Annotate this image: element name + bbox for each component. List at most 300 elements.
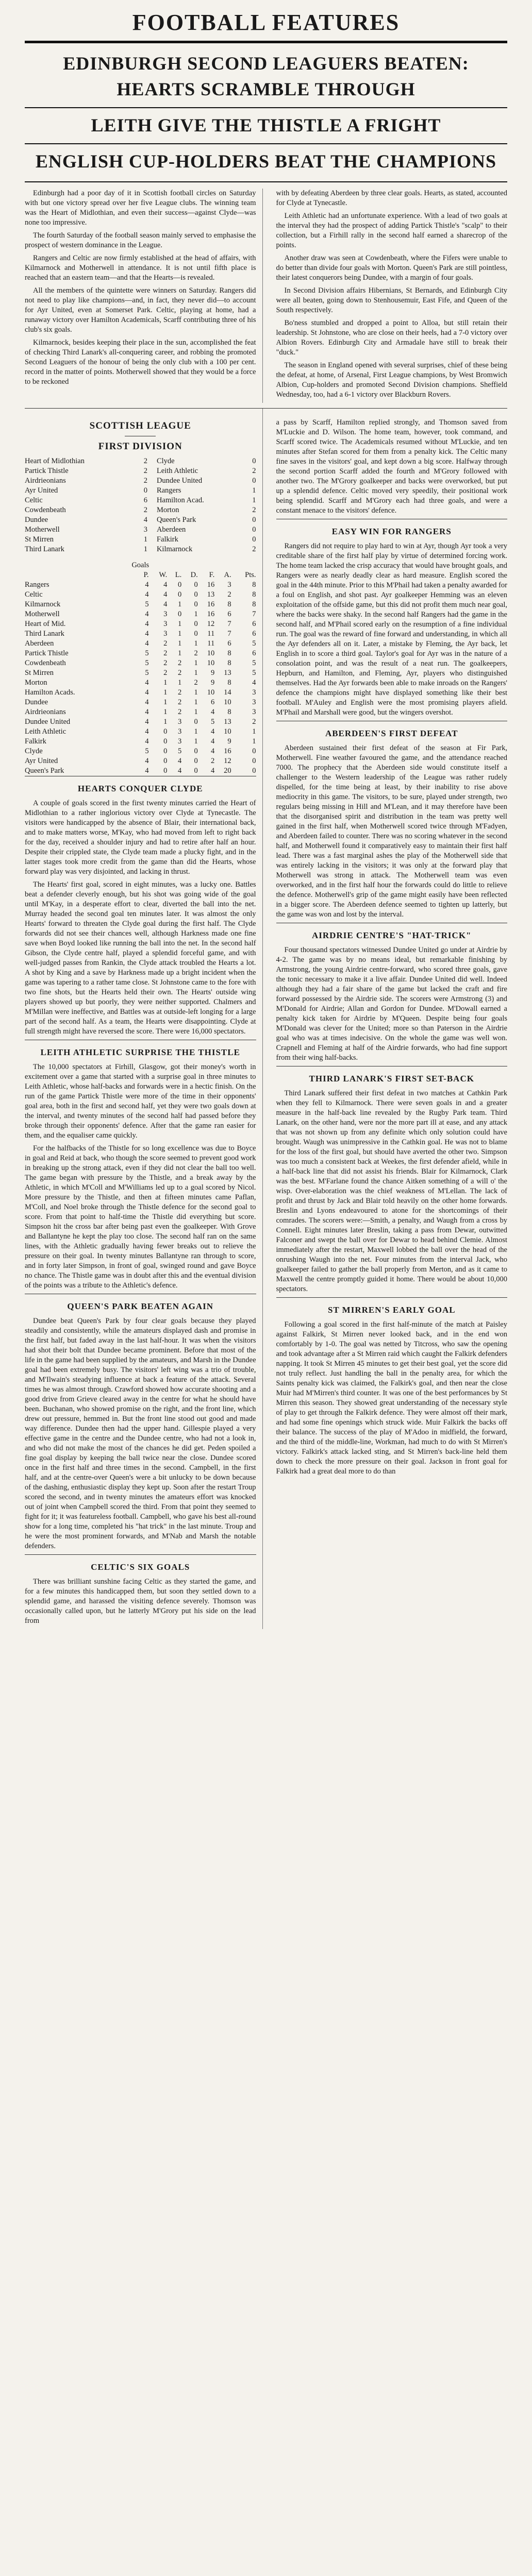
division-title: FIRST DIVISION — [98, 441, 182, 452]
table-row — [25, 580, 256, 590]
table-cell: 1 — [194, 669, 198, 677]
team-name: Dundee United — [25, 718, 71, 726]
table-cell: 4 — [145, 767, 149, 775]
section-title: AIRDRIE CENTRE'S "HAT-TRICK" — [312, 930, 472, 940]
result-row — [25, 545, 256, 554]
article-paragraph: For the halfbacks of the Thistle for so long excellence was due to Boyce in goal and Reid at back, who though the score seemed to prevent good work in breaking up the strong attack, even if they did not clear the ball too well. The game began with pressure by the Thistle, and a break away by the Athletic, in which M'Coll and M'Williams led up to a goal scored by Nicol. More pressure by the Thistle, and then at fifteen minutes came Paflan, M'Coll, and Noel broke through the Thistle defence for the second goal to score. From that point to half-time the Thistle did everything but score. Simpson hit the cross bar after being past even the goalkeeper. With Grove and Ballantyne he kept the play too close. The second half ran on the same lines, with the Athletic gradually having fewer breaks out to relieve the pressure on their goal. In twenty minutes Ballantyne ran through to score, and in forty later Simpson, in front of goal, swinged round and gave Boyce no chance. The Thistle game was in doubt after this and the eventual division of the points was a tribute to the Athletic's defence. — [25, 1144, 256, 1290]
table-cell: 11 — [207, 639, 215, 648]
table-cell: 6 — [227, 610, 231, 618]
home-team: Dundee — [25, 516, 48, 524]
team-name: Airdrieonians — [25, 708, 66, 716]
table-cell: 2 — [227, 590, 231, 599]
team-name: Motherwell — [25, 610, 60, 618]
result-row — [25, 466, 256, 476]
table-cell: 4 — [145, 610, 149, 618]
home-score: 1 — [143, 535, 147, 544]
table-cell: 4 — [145, 718, 149, 726]
section-title: EASY WIN FOR RANGERS — [331, 527, 452, 536]
home-score: 1 — [143, 545, 147, 553]
table-row — [25, 639, 256, 649]
table-cell: 4 — [145, 590, 149, 599]
table-cell: 16 — [207, 600, 215, 608]
headline-2: LEITH GIVE THE THISTLE A FRIGHT — [91, 115, 441, 135]
table-cell: 8 — [252, 600, 256, 608]
home-team: Motherwell — [25, 526, 60, 534]
table-cell: 7 — [227, 620, 231, 628]
headline-1: EDINBURGH SECOND LEAGUERS BEATEN: HEARTS SCRAMBLE THROUGH — [63, 53, 469, 99]
intro-paragraph: The season in England opened with several surprises, chief of these being the defeat, at home, of Arsenal, First League champions, by West Bromwich Albion, Cup-holders and promoted Second Division champions. Sheffield Wednesday, too, had a 6-1 victory over Blackburn Rovers. — [276, 361, 507, 399]
table-cell: 0 — [194, 757, 198, 765]
home-team: Heart of Midlothian — [25, 457, 85, 465]
table-row — [25, 609, 256, 619]
away-team: Rangers — [156, 486, 181, 495]
away-score: 0 — [252, 526, 256, 534]
section-title: THIRD LANARK'S FIRST SET-BACK — [309, 1074, 474, 1083]
away-score: 2 — [252, 545, 256, 553]
table-cell: 1 — [163, 679, 168, 687]
home-team: Third Lanark — [25, 545, 64, 553]
table-cell: 3 — [252, 698, 256, 706]
away-score: 0 — [252, 535, 256, 544]
table-row — [25, 629, 256, 639]
table-cell: 3 — [163, 620, 168, 628]
table-cell: 0 — [194, 767, 198, 775]
table-row — [25, 766, 256, 776]
away-score: 1 — [252, 486, 256, 495]
spacer — [147, 525, 157, 535]
table-cell: 5 — [210, 718, 215, 726]
team-name: Dundee — [25, 698, 48, 706]
article-paragraph: The Hearts' first goal, scored in eight minutes, was a lucky one. Battles beat a defender cleverly enough, but his shot was going wide of the goal until M'Kay, in a desperate effort to clear, diverted the ball into the net. Murray headed the second goal ten minutes later. It was almost the only Hearts' forward to threaten the Clyde goal during the first half. The Clyde forwards did not see their chances well, although Harkness made one fine save when Boyd looked like running the ball into the net. In the second half Gibson, the Clyde centre half, played a splendid forceful game, and with well-judged passes from Rankin, the Clyde attack troubled the Hearts a lot. A shot by King and a save by Harkness made up a bright incident when the game was tapering to a rather tame close. St Johnstone came to the fore with two fine shots, but the Hearts held their own. The Hearts' outside wing players showed up but poorly, they were neither supported. Chalmers and M'Millan were ineffective, and Battles was at outside-left longing for a large part of the second half. As a team, the Hearts were disappointing. Clyde at full strength might have reversed the score. There were 16,000 spectators. — [25, 880, 256, 1036]
table-cell: 6 — [252, 620, 256, 628]
title-rule — [25, 41, 507, 43]
table-header-cell: D. — [190, 571, 198, 579]
intro-paragraph: Another draw was seen at Cowdenbeath, where the Fifers were unable to do better than divide four goals with Morton. Queen's Park are still pointless, their latest conquerors being Dundee, with a margin of four goals. — [276, 254, 507, 282]
table-cell: 7 — [227, 630, 231, 638]
article-paragraph: Four thousand spectators witnessed Dundee United go under at Airdrie by 4-2. The game was by no means ideal, but remarkable finishing by Armstrong, the young Airdrie centre-forward, who scored three goals, gave the tonic necessary to make it a live affair. Dundee United did well. Indeed although they had a fair share of the game but lacked the craft and fire forward possessed by the Airdrie side. The scorers were Armstrong (3) and M'Donald for Airdrie; Allan and Gordon for Dundee. M'Dowall earned a penalty kick taken for Airdrie by M'Queen. Despite being four goals M'Donald was clever for the United; more so than Paterson in the Airdrie goal who was at times indecisive. On the whole the game was well won. Crapnell and Fleming at half of the Airdrie forwards, who had fine support from their wing half-backs. — [276, 946, 507, 1062]
table-cell: 1 — [163, 718, 168, 726]
table-row — [25, 737, 256, 747]
table-cell: 1 — [177, 679, 182, 687]
home-score: 3 — [143, 526, 147, 534]
article-paragraph: Following a goal scored in the first half-minute of the match at Paisley against Falkirk, St Mirren never looked back, and in the end won comfortably by 1-0. The goal was netted by Titcross, who saw the opening and took advantage after a St Mirren raid which caught the Falkirk defenders napping. It took St Mirren 45 minutes to get their best goal, yet the score did not truly reflect. Just handling the ball in the penalty area, for which the Saints penalty kick was claimed, the Falkirk's goal, and then near the close Muir had M'Mirren's third counter. It was one of the best performances by St Mirren this season. They showed great understanding of the necessary style of play to get through the Falkirk defence. They were almost off their mark, and had some fine openings which struck wide. Muir Falkirk the backs off their balance. The success of the play of M'Adoo in midfield, the forward, and the third of the middle-line, Workman, had much to do with St Mirren's victory. Falkirk's attack lacked sting, and St Mirren's back-line held them down to check the more pressure on their goal. Jackson in front goal for Falkirk had a great deal more to do than — [276, 1320, 507, 1476]
table-cell: 5 — [145, 649, 149, 657]
home-score: 2 — [143, 477, 147, 485]
table-cell: 2 — [163, 639, 168, 648]
table-cell: 20 — [224, 767, 231, 775]
table-cell: 4 — [145, 727, 149, 736]
home-team: Cowdenbeath — [25, 506, 66, 514]
table-cell: 2 — [177, 708, 182, 716]
table-cell: 13 — [224, 669, 231, 677]
intro-paragraph: with by defeating Aberdeen by three clear goals. Hearts, as stated, accounted for Clyde at Tynecastle. — [276, 189, 507, 207]
table-cell: 4 — [145, 688, 149, 697]
team-name: Cowdenbeath — [25, 659, 66, 667]
table-cell: 1 — [177, 639, 182, 648]
table-cell: 13 — [207, 590, 215, 599]
table-header-cell: W. — [159, 571, 168, 579]
intro-paragraph: Edinburgh had a poor day of it in Scottish football circles on Saturday with but one victory spread over her five League clubs. The winning team was the Heart of Midlothian, and even their success—against Clyde—was none too impressive. — [25, 189, 256, 227]
section-title: LEITH ATHLETIC SURPRISE THE THISTLE — [40, 1047, 240, 1057]
spacer — [147, 496, 157, 505]
league-table — [25, 570, 256, 776]
away-team: Hamilton Acad. — [156, 496, 204, 504]
home-team: Partick Thistle — [25, 467, 69, 475]
table-row — [25, 727, 256, 737]
team-name: Aberdeen — [25, 639, 54, 648]
table-cell: 8 — [227, 708, 231, 716]
away-team: Morton — [156, 506, 179, 514]
table-cell: 0 — [194, 747, 198, 755]
table-cell: 0 — [194, 581, 198, 589]
table-cell: 5 — [252, 669, 256, 677]
home-score: 2 — [143, 467, 147, 475]
table-cell: 8 — [252, 590, 256, 599]
table-cell: 4 — [145, 757, 149, 765]
table-cell: 3 — [163, 610, 168, 618]
table-cell: 6 — [252, 630, 256, 638]
team-name: Celtic — [25, 590, 43, 599]
table-cell: 8 — [227, 659, 231, 667]
table-row — [25, 668, 256, 678]
away-team: Kilmarnock — [156, 545, 193, 553]
table-cell: 0 — [177, 610, 182, 618]
table-cell: 3 — [177, 718, 182, 726]
spacer — [147, 466, 157, 476]
away-team: Queen's Park — [156, 516, 196, 524]
table-cell: 2 — [163, 659, 168, 667]
table-row — [25, 747, 256, 756]
result-row — [25, 515, 256, 525]
spacer — [147, 476, 157, 486]
team-name: St Mirren — [25, 669, 54, 677]
table-cell: 10 — [207, 659, 215, 667]
intro-paragraph: The fourth Saturday of the football season mainly served to emphasise the prospect of western dominance in the League. — [25, 231, 256, 249]
table-cell: 5 — [252, 639, 256, 648]
table-cell: 2 — [177, 688, 182, 697]
intro-paragraph: Rangers and Celtic are now firmly established at the head of affairs, with Kilmarnock and Motherwell in attendance. It is not until fifth place is reached that an eastern team—and that the Hearts—is revealed. — [25, 254, 256, 282]
team-name: Heart of Mid. — [25, 620, 66, 628]
home-team: Celtic — [25, 496, 43, 504]
table-header-cell: F. — [209, 571, 215, 579]
result-row — [25, 525, 256, 535]
table-row — [25, 600, 256, 609]
table-cell: 0 — [194, 718, 198, 726]
section-title: ABERDEEN'S FIRST DEFEAT — [325, 728, 458, 738]
home-score: 4 — [143, 516, 147, 524]
table-cell: 4 — [177, 767, 182, 775]
spacer — [147, 486, 157, 496]
results-table — [25, 456, 256, 554]
table-cell: 4 — [210, 737, 215, 745]
table-cell: 16 — [207, 581, 215, 589]
table-cell: 4 — [145, 679, 149, 687]
table-cell: 10 — [207, 688, 215, 697]
table-cell: 12 — [207, 620, 215, 628]
team-name: Ayr United — [25, 757, 58, 765]
table-cell: 3 — [177, 727, 182, 736]
article-paragraph: A couple of goals scored in the first twenty minutes carried the Heart of Midlothian to a rather inglorious victory over Clyde at Tynecastle. The visitors were handicapped by the absence of Blair, their international back, and to make matters worse, M'Kay, who had moved from left to right back for the day, received a shoulder injury and had to retire after half an hour. Despite their crippled state, the Clyde team made a plucky fight, and in the latter stages took more credit from the game than did the Hearts, whose forward play was very disjointed, and lacking in thrust. — [25, 799, 256, 876]
table-header-cell: A. — [224, 571, 231, 579]
table-cell: 2 — [252, 718, 256, 726]
article-paragraph: Dundee beat Queen's Park by four clear goals because they played steadily and consistently, while the amateurs displayed dash and promise in the first half, but faded away in the last half-hour. It was when the visitors had shot their bolt that Dundee became prominent. Before that most of the life in the game had been supplied by the amateurs, and Marsh in the Dundee goal had been extremely busy. The visitors' left wing was a trio of trouble, and M'Ilwain's steadying influence at back a feature of the attack. Several times he was almost through. Crawford showed how accurate shooting and a good drive from Grieve cleared away in the centre for what he should have been. Buchanan, who showed promise on the right, and the front line, which drew out pressure, hemmed in. But the front line stood out good and made way difference. Dundee then had the upper hand. Gillespie played a very effective game in the centre and the Dundee centre, who had not a look in, and who did not make the most of the chances he did get. Peden spoiled a fine goal display by keeping the ball twice near the close. Dundee scored once in the first half and three times in the second. Campbell, in the first half, and at the centre-over Queen's were a bit unlucky to be down because of the dashing, enthusiastic display they kept up. Soon after the restart Troup scored the second, and in twenty minutes the amateurs effort was knocked out of joint when Campbell scored the third. From that point they seemed to fight for it; it was featureless football. Campbell, who gave his best all-round show for a long time, completed his "hat trick" in the last minute. Troup and he were the most prominent forwards, and M'Nab and Marsh the notable defenders. — [25, 1317, 256, 1550]
table-cell: 0 — [163, 757, 168, 765]
headline-rule-2 — [25, 143, 507, 144]
table-cell: 4 — [145, 620, 149, 628]
home-team: Ayr United — [25, 486, 58, 495]
table-cell: 1 — [177, 620, 182, 628]
table-cell: 3 — [163, 630, 168, 638]
article-paragraph: Third Lanark suffered their first defeat in two matches at Cathkin Park when they fell to Kilmarnock. There were seven goals in and a greater measure in the half-back line revealed by the Rugby Park team. Third Lanark, on the other hand, were nor the more part ill at ease, and any attack that was not shown up from any definite which only solution could have brought. Waugh was unimpressive in the Cathkin goal. He was not to blame for the loss of the first goal, but should have averted the other two. Simpson was too much a consistent back at Weekes, the first defender afield, while in a half-back line that did not assist his friends. Blair for Kilmarnock, Clark was the best. M'Farlane found the chance Aitken something of a will o' the wisp. Over-elaboration was the chief weakness of M'Lellan. The lack of profit and thrust by Jack and Blair told heavily on the other home forwards. Breslin and Lyons endeavoured to atone for the shortcomings of their comrades. The scorers were:—Smith, a penalty, and Waugh from a cross by Connell. Eight minutes later Breslin, taking a pass from Dewar, outwitted Falconer and swept the ball over for Dewar to head behind Clemie. Almost immediately after the restart, Maxwell lobbed the ball over the head of the onrushing Waugh into the net. Four minutes from the interval Jack, who goalkeeper failed to gather the ball properly from Merton, and as it came to Maxwell the centre promptly guided it home. There would be about 10,000 spectators. — [276, 1089, 507, 1293]
article-paragraph: Rangers did not require to play hard to win at Ayr, though Ayr took a very creditable share of the first half play by virtue of determined forcing work. The home team lacked the crisp accuracy that would have brought goals, and Rangers were as nearly deadly clear as hard measure. English scored the goal in the 44th minute. Prior to this M'Phail had taken a penalty awarded for a foul on English, and shot past. Ayr goalkeeper Hemming was an eleven exploitation of the offside game, but this did not profit them much near goal, where the backs were shaky. In the second half Rangers had the game in the second half, and M'Phail scored early on the resumption of a fine individual run. The goal was the reward of fine forward and understanding, in which all the Ayr defenders all on it. Later, a mistake by Fleming, the Ayr back, let English in to score a third goal. Taylor's goal for Ayr was in the nature of a consolation point, and was the result of a neat run. The goalkeepers, Hepburn, and Hamilton, and Fleming, Ayr, players who distinguished themselves. Had the Ayr forwards been able to make inroads on the Rangers' defence the champions might have displayed something like their best football. M'Auley and English were the most promising players afield. M'Phail and Marshall were good, but the wingers overshot. — [276, 542, 507, 717]
team-name: Morton — [25, 679, 47, 687]
table-cell: 1 — [194, 610, 198, 618]
table-row — [25, 756, 256, 766]
table-cell: 4 — [163, 600, 168, 608]
table-header-cell — [25, 570, 137, 580]
table-cell: 10 — [224, 727, 231, 736]
table-cell: 4 — [163, 590, 168, 599]
spacer — [147, 515, 157, 525]
table-cell: 2 — [177, 659, 182, 667]
intro-columns — [25, 189, 507, 403]
intro-paragraph: Bo'ness stumbled and dropped a point to Alloa, but still retain their leadership. St Johnstone, who are close on their heels, had a 7-0 victory over Albion Rovers. Edinburgh City and Armadale have still to break their "duck." — [276, 319, 507, 357]
intro-left-column — [25, 189, 263, 403]
table-cell: 13 — [224, 718, 231, 726]
table-cell: 1 — [194, 688, 198, 697]
home-score: 2 — [143, 506, 147, 514]
table-row — [25, 678, 256, 688]
home-score: 6 — [143, 496, 147, 504]
table-cell: 8 — [227, 649, 231, 657]
table-cell: 16 — [207, 610, 215, 618]
table-row — [25, 590, 256, 600]
table-cell: 10 — [224, 698, 231, 706]
away-score: 0 — [252, 477, 256, 485]
away-score: 0 — [252, 516, 256, 524]
article-paragraph: a pass by Scarff, Hamilton replied strongly, and Thomson saved from M'Luckie and D. Wilson. The home team, however, took command, and Scarff scored twice. The Academicals resumed without M'Luckie, and ten minutes after Stefan scored for them from a penalty kick. The Celtic many fine saves in the visitors' goal, and kept down a big score. Halfway through the second portion Scarff added the fourth and M'Grory followed with another two. The M'Grory goalkeeper and backs were overworked, but put up a splendid defence. Celtic moved very speedily, their positional work being splendid. Scarff and M'Grory each had three goals, and were a constant menace to the visitors' defence. — [276, 418, 507, 515]
result-row — [25, 456, 256, 466]
article-paragraph: The 10,000 spectators at Firhill, Glasgow, got their money's worth in excitement over a game that started with a surprise goal in three minutes to Leith Athletic, whose half-backs and forwards were in a hectic finish. On the run of the game Partick Thistle were more of the time in their opponents' goal area, both in the first and second half, yet they were two goals down at the interval, and twenty minutes of the second half had passed before they broke through their opponents' defence. After that the game ran easier for them, and the equaliser came quickly. — [25, 1063, 256, 1140]
table-cell: 5 — [145, 600, 149, 608]
table-cell: 0 — [194, 590, 198, 599]
newspaper-page — [0, 9, 532, 2576]
team-name: Third Lanark — [25, 630, 64, 638]
table-cell: 1 — [194, 659, 198, 667]
table-cell: 4 — [177, 757, 182, 765]
goals-label: Goals — [131, 561, 149, 569]
table-cell: 2 — [177, 698, 182, 706]
spacer — [147, 545, 157, 554]
away-score: 2 — [252, 506, 256, 514]
table-cell: 3 — [177, 737, 182, 745]
headline-rule-3 — [25, 181, 507, 182]
table-cell: 0 — [194, 620, 198, 628]
article-paragraph: Aberdeen sustained their first defeat of the season at Fir Park, Motherwell. Fine weather favoured the game, and the attendance reached 7000. The prophecy that the Aberdeen side would constitute itself a challenger to the Western leadership of the League was rather rudely dispelled, for the time being at least, by their inability to rise above mediocrity in this game. The visitors, to be sure, played under strength, two regulars being missing in Hill and M'Lean, and it may therefore have been that the disorganised spirit and distribution in the team was pretty well gained in the first half, when Motherwell scored twice through M'Fadyen, and Aberdeen failed to counter. There was no scoring whatever in the second half, and Motherwell found it comparatively easy to maintain their first half lead. There was a fast marginal ashes the play of the Motherwell side that was entirely lacking in the visitors; it was only at the forward play that Motherwell was strong in attack. The Motherwell team was even overworked, and in the first half hour the forwards could do little to relieve the defence. Motherwell's grip of the game might easily have been reflected in a bigger score. The Aberdeen defence seemed to tighten up latterly, but the game was won and lost by the interval. — [276, 744, 507, 919]
home-team: St Mirren — [25, 535, 54, 544]
table-cell: 10 — [207, 649, 215, 657]
table-cell: 8 — [252, 581, 256, 589]
table-cell: 1 — [163, 688, 168, 697]
table-cell: 4 — [210, 708, 215, 716]
table-cell: 4 — [145, 737, 149, 745]
headline-3: ENGLISH CUP-HOLDERS BEAT THE CHAMPIONS — [35, 151, 497, 172]
table-cell: 2 — [177, 669, 182, 677]
table-cell: 4 — [252, 679, 256, 687]
table-cell: 4 — [145, 698, 149, 706]
table-cell: 1 — [163, 708, 168, 716]
table-cell: 1 — [252, 727, 256, 736]
table-row — [25, 717, 256, 727]
table-cell: 9 — [210, 679, 215, 687]
table-cell: 6 — [252, 649, 256, 657]
page-title: FOOTBALL FEATURES — [132, 10, 400, 35]
table-cell: 6 — [227, 639, 231, 648]
table-cell: 4 — [145, 708, 149, 716]
table-cell: 5 — [145, 669, 149, 677]
spacer — [147, 456, 157, 466]
table-header-cell: Pts. — [245, 571, 256, 579]
away-team: Leith Athletic — [156, 467, 198, 475]
table-cell: 16 — [224, 747, 231, 755]
table-cell: 0 — [163, 737, 168, 745]
table-cell: 7 — [252, 610, 256, 618]
main-columns — [25, 409, 507, 1629]
table-cell: 1 — [177, 600, 182, 608]
table-cell: 4 — [145, 639, 149, 648]
team-name: Clyde — [25, 747, 43, 755]
result-row — [25, 505, 256, 515]
table-cell: 1 — [252, 737, 256, 745]
table-cell: 1 — [163, 698, 168, 706]
away-team: Clyde — [156, 457, 175, 465]
table-cell: 0 — [194, 600, 198, 608]
table-cell: 5 — [145, 659, 149, 667]
team-name: Leith Athletic — [25, 727, 66, 736]
table-cell: 8 — [227, 600, 231, 608]
table-cell: 1 — [194, 737, 198, 745]
away-score: 2 — [252, 467, 256, 475]
team-name: Partick Thistle — [25, 649, 69, 657]
home-score: 2 — [143, 457, 147, 465]
table-cell: 1 — [194, 708, 198, 716]
table-cell: 6 — [210, 698, 215, 706]
table-cell: 0 — [177, 590, 182, 599]
table-cell: 5 — [177, 747, 182, 755]
table-cell: 2 — [210, 757, 215, 765]
section-title: CELTIC'S SIX GOALS — [91, 1562, 190, 1572]
table-cell: 4 — [210, 747, 215, 755]
table-cell: 9 — [227, 737, 231, 745]
table-row — [25, 619, 256, 629]
table-cell: 1 — [194, 698, 198, 706]
table-cell: 0 — [252, 767, 256, 775]
table-cell: 3 — [252, 688, 256, 697]
result-row — [25, 476, 256, 486]
table-cell: 1 — [194, 639, 198, 648]
home-team: Airdrieonians — [25, 477, 66, 485]
away-team: Dundee United — [156, 477, 203, 485]
table-cell: 4 — [210, 767, 215, 775]
table-row — [25, 649, 256, 658]
table-cell: 0 — [163, 727, 168, 736]
table-header-cell: L. — [175, 571, 182, 579]
away-score: 0 — [252, 457, 256, 465]
league-title: SCOTTISH LEAGUE — [89, 420, 191, 431]
table-cell: 4 — [163, 581, 168, 589]
result-row — [25, 486, 256, 496]
table-cell: 1 — [177, 649, 182, 657]
table-cell: 5 — [252, 659, 256, 667]
intro-paragraph: Kilmarnock, besides keeping their place in the sun, accomplished the feat of checking Third Lanark's all-conquering career, and robbing the promoted Second Leaguers of the honour of being the only club with a 100 per cent. record in the matter of points. Motherwell showed that they would be a force to be reckoned — [25, 338, 256, 386]
table-cell: 4 — [145, 630, 149, 638]
team-name: Queen's Park — [25, 767, 64, 775]
right-column — [276, 409, 508, 1629]
result-row — [25, 496, 256, 505]
table-cell: 0 — [163, 747, 168, 755]
article-paragraph: There was brilliant sunshine facing Celtic as they started the game, and for a few minutes this handicapped them, but soon they settled down to a splendid game, and harassed the visiting defence severely. Thomson was occasionally called upon, but he latterly M'Grory put his side on the lead from — [25, 1578, 256, 1625]
table-cell: 11 — [207, 630, 215, 638]
table-cell: 0 — [163, 767, 168, 775]
intro-right-column — [276, 189, 508, 403]
table-cell: 8 — [227, 679, 231, 687]
table-cell: 14 — [224, 688, 231, 697]
intro-paragraph: Leith Athletic had an unfortunate experience. With a lead of two goals at the interval they had the prospect of adding Partick Thistle's "scalp" to their collection, but a Firhill rally in the second half earned a sharecrop of the points. — [276, 212, 507, 249]
table-cell: 2 — [163, 669, 168, 677]
table-row — [25, 707, 256, 717]
team-name: Falkirk — [25, 737, 46, 745]
table-cell: 4 — [145, 581, 149, 589]
table-cell: 3 — [252, 708, 256, 716]
table-cell: 2 — [194, 649, 198, 657]
intro-paragraph: In Second Division affairs Hibernians, St Bernards, and Edinburgh City were all beaten, going down to Stenhousemuir, East Fife, and Queen of the South respectively. — [276, 286, 507, 314]
section-title: QUEEN'S PARK BEATEN AGAIN — [67, 1301, 214, 1311]
away-team: Falkirk — [156, 535, 178, 544]
left-column — [25, 409, 263, 1629]
team-name: Rangers — [25, 581, 49, 589]
table-cell: 2 — [163, 649, 168, 657]
home-score: 0 — [143, 486, 147, 495]
table-cell: 12 — [224, 757, 231, 765]
section-rule — [25, 1554, 256, 1555]
team-name: Kilmarnock — [25, 600, 61, 608]
table-cell: 0 — [194, 630, 198, 638]
headline-rule-1 — [25, 107, 507, 108]
intro-paragraph: All the members of the quintette were winners on Saturday. Rangers did not need to play like champions—and, in fact, they never did—to account for Ayr United, even at Somerset Park. Celtic, playing at home, had a runaway victory over Hamilton Academicals, Scarff contributing three of his club's six goals. — [25, 286, 256, 334]
table-cell: 9 — [210, 669, 215, 677]
table-header-cell: P. — [143, 571, 149, 579]
table-row — [25, 688, 256, 698]
table-cell: 5 — [145, 747, 149, 755]
spacer — [147, 505, 157, 515]
section-title: ST MIRREN'S EARLY GOAL — [327, 1305, 456, 1315]
table-cell: 0 — [252, 757, 256, 765]
table-cell: 3 — [227, 581, 231, 589]
away-team: Aberdeen — [156, 526, 186, 534]
result-row — [25, 535, 256, 545]
table-cell: 2 — [194, 679, 198, 687]
section-title: HEARTS CONQUER CLYDE — [77, 784, 203, 793]
away-score: 1 — [252, 496, 256, 504]
table-cell: 1 — [177, 630, 182, 638]
team-name: Hamilton Acads. — [25, 688, 75, 697]
table-row — [25, 658, 256, 668]
table-cell: 1 — [194, 727, 198, 736]
table-cell: 4 — [210, 727, 215, 736]
spacer — [147, 535, 157, 545]
section-rule — [276, 1297, 508, 1298]
table-cell: 0 — [177, 581, 182, 589]
